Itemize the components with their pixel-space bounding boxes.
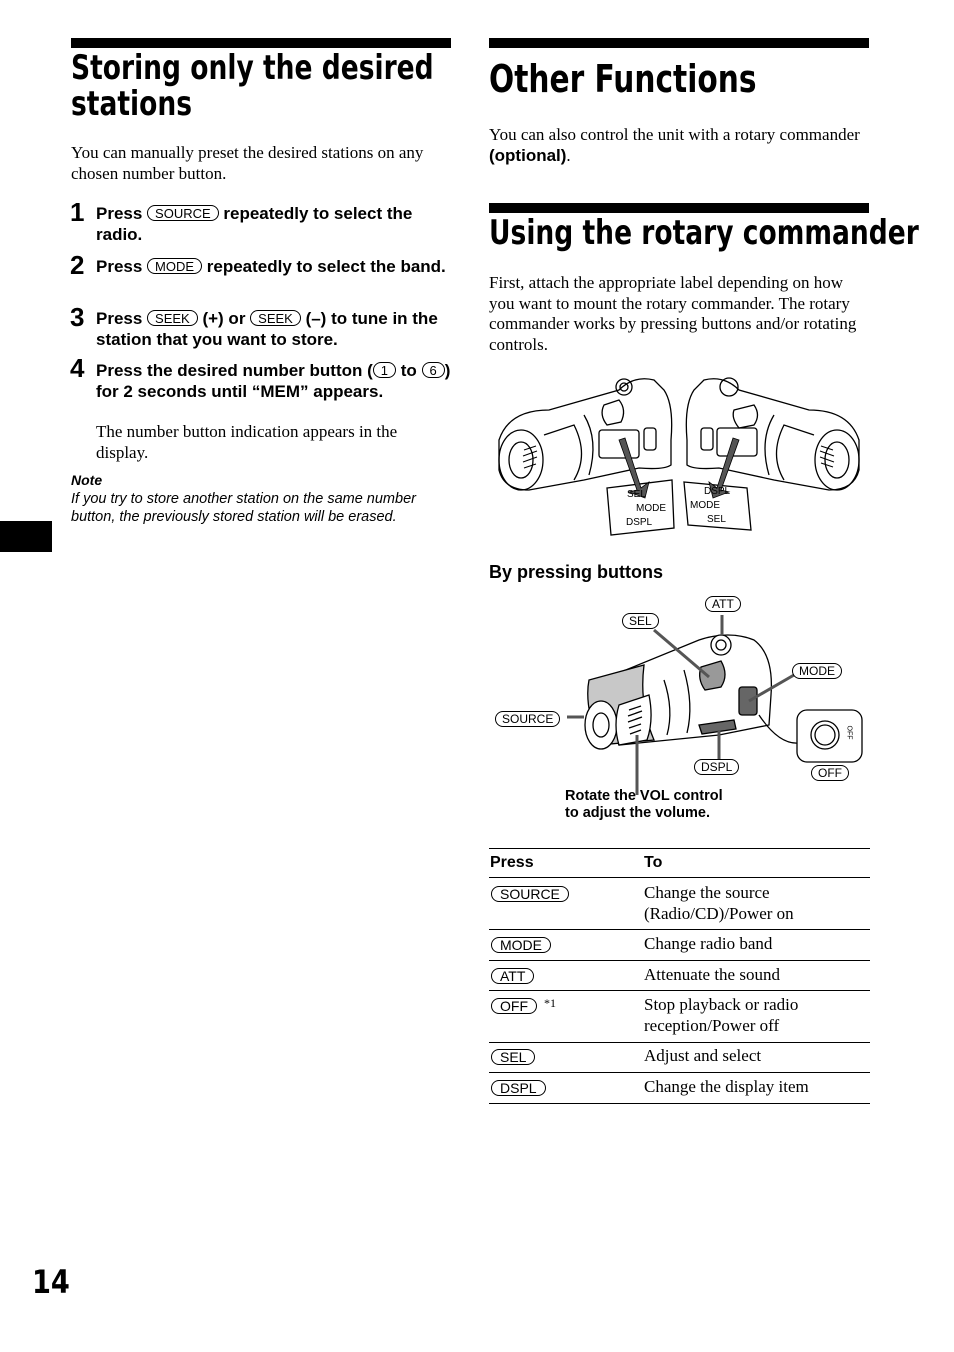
off-key: OFF bbox=[491, 998, 537, 1014]
table-row bbox=[489, 991, 870, 1042]
label-mounting-illustration bbox=[489, 370, 869, 540]
table-row bbox=[489, 1073, 870, 1103]
step-3-text bbox=[96, 309, 451, 350]
mode-key: MODE bbox=[491, 937, 551, 953]
number-1-key-label: 1 bbox=[373, 362, 396, 378]
rotary-commander-diagram bbox=[489, 595, 869, 795]
rotary-intro: First, attach the appropriate label depending on how you want to mount the rotary commander. The rotary commander works by pressing buttons and/or rotating controls. bbox=[489, 273, 857, 354]
seek-minus-key-label: SEEK bbox=[250, 310, 301, 326]
section-edge-tab bbox=[0, 521, 52, 552]
step-2-pre: Press bbox=[96, 257, 148, 276]
dspl-callout: DSPL bbox=[694, 759, 739, 775]
left-title-bar bbox=[71, 38, 451, 48]
step-4-detail: The number button indication appears in the display. bbox=[96, 422, 398, 462]
note-label: Note bbox=[71, 472, 103, 488]
dspl-key: DSPL bbox=[491, 1080, 546, 1096]
other-functions-title: Other Functions bbox=[489, 57, 757, 101]
off-footnote-mark: *1 bbox=[544, 996, 556, 1010]
step-3-number: 3 bbox=[70, 302, 85, 332]
att-key: ATT bbox=[491, 968, 534, 984]
row-source-desc: Change the source (Radio/CD)/Power on bbox=[644, 883, 794, 923]
step-1-pre: Press bbox=[96, 204, 148, 223]
step-4-pre: Press the desired number button ( bbox=[96, 361, 373, 380]
sel-callout: SEL bbox=[622, 613, 659, 629]
step-2-number: 2 bbox=[70, 250, 85, 280]
rotary-title-bar bbox=[489, 203, 869, 213]
step-4-number: 4 bbox=[70, 353, 85, 383]
row-mode-desc: Change radio band bbox=[644, 934, 773, 953]
optional-label: (optional) bbox=[489, 145, 567, 165]
seek-plus-key-label: SEEK bbox=[147, 310, 198, 326]
row-off-desc: Stop playback or radio reception/Power off bbox=[644, 995, 799, 1035]
step-3-mid: (+) or bbox=[197, 309, 251, 328]
left-title-line2: stations bbox=[71, 84, 193, 124]
step-2-text bbox=[96, 257, 451, 278]
left-section-title bbox=[71, 50, 434, 122]
left-label-mode: MODE bbox=[636, 503, 666, 514]
other-intro-text: You can also control the unit with a rotary commander bbox=[489, 125, 860, 144]
table-top-rule bbox=[489, 848, 870, 849]
mode-callout: MODE bbox=[792, 663, 842, 679]
by-pressing-heading: By pressing buttons bbox=[489, 562, 664, 582]
off-callout: OFF bbox=[811, 765, 849, 781]
left-title-line1: Storing only the desired bbox=[71, 48, 434, 88]
source-callout: SOURCE bbox=[495, 711, 560, 727]
step-3-post: (–) to tune in the station that you want to store. bbox=[96, 309, 438, 349]
number-6-key-label: 6 bbox=[422, 362, 445, 378]
table-row bbox=[489, 878, 870, 929]
table-bottom-rule bbox=[489, 1103, 870, 1104]
other-intro-end: . bbox=[566, 145, 571, 165]
table-row bbox=[489, 1043, 870, 1073]
other-title-bar bbox=[489, 38, 869, 48]
table-row bbox=[489, 930, 870, 960]
step-4-mid: to bbox=[396, 361, 422, 380]
right-label-dspl: DSPL bbox=[704, 486, 731, 497]
step-1-number: 1 bbox=[70, 197, 85, 227]
other-intro bbox=[489, 125, 869, 166]
table-header-press: Press bbox=[490, 854, 534, 871]
step-2-post: repeatedly to select the band. bbox=[202, 257, 446, 276]
row-att-desc: Attenuate the sound bbox=[644, 965, 780, 984]
step-1-post: repeatedly to select the radio. bbox=[96, 204, 413, 244]
row-sel-desc: Adjust and select bbox=[644, 1046, 762, 1065]
left-label-dspl: DSPL bbox=[626, 517, 653, 528]
step-4-post: ) for 2 seconds until “MEM” appears. bbox=[96, 361, 451, 401]
att-callout: ATT bbox=[705, 596, 741, 612]
step-4-text bbox=[96, 361, 451, 402]
sel-key: SEL bbox=[491, 1049, 535, 1065]
step-1-text bbox=[96, 204, 451, 245]
off-button-print: OFF bbox=[845, 725, 853, 740]
rotate-caption-line2: to adjust the volume. bbox=[565, 805, 711, 821]
note-text: If you try to store another station on the same number button, the previously stored station will be erased. bbox=[71, 491, 416, 525]
right-label-sel: SEL bbox=[707, 514, 726, 525]
left-intro: You can manually preset the desired stations on any chosen number button. bbox=[71, 143, 424, 183]
page-number: 14 bbox=[32, 1263, 70, 1301]
rotate-caption-line1: Rotate the VOL control bbox=[565, 788, 723, 804]
step-3-pre: Press bbox=[96, 309, 148, 328]
right-label-mode: MODE bbox=[690, 500, 720, 511]
rotate-vol-caption bbox=[565, 788, 723, 822]
source-key: SOURCE bbox=[491, 886, 569, 902]
table-header-to: To bbox=[644, 854, 663, 871]
rotary-title: Using the rotary commander bbox=[489, 213, 919, 253]
mode-key-label: MODE bbox=[147, 258, 202, 274]
left-label-sel: SEL bbox=[627, 489, 646, 500]
row-dspl-desc: Change the display item bbox=[644, 1077, 809, 1096]
source-key-label: SOURCE bbox=[147, 205, 219, 221]
table-row bbox=[489, 961, 870, 991]
